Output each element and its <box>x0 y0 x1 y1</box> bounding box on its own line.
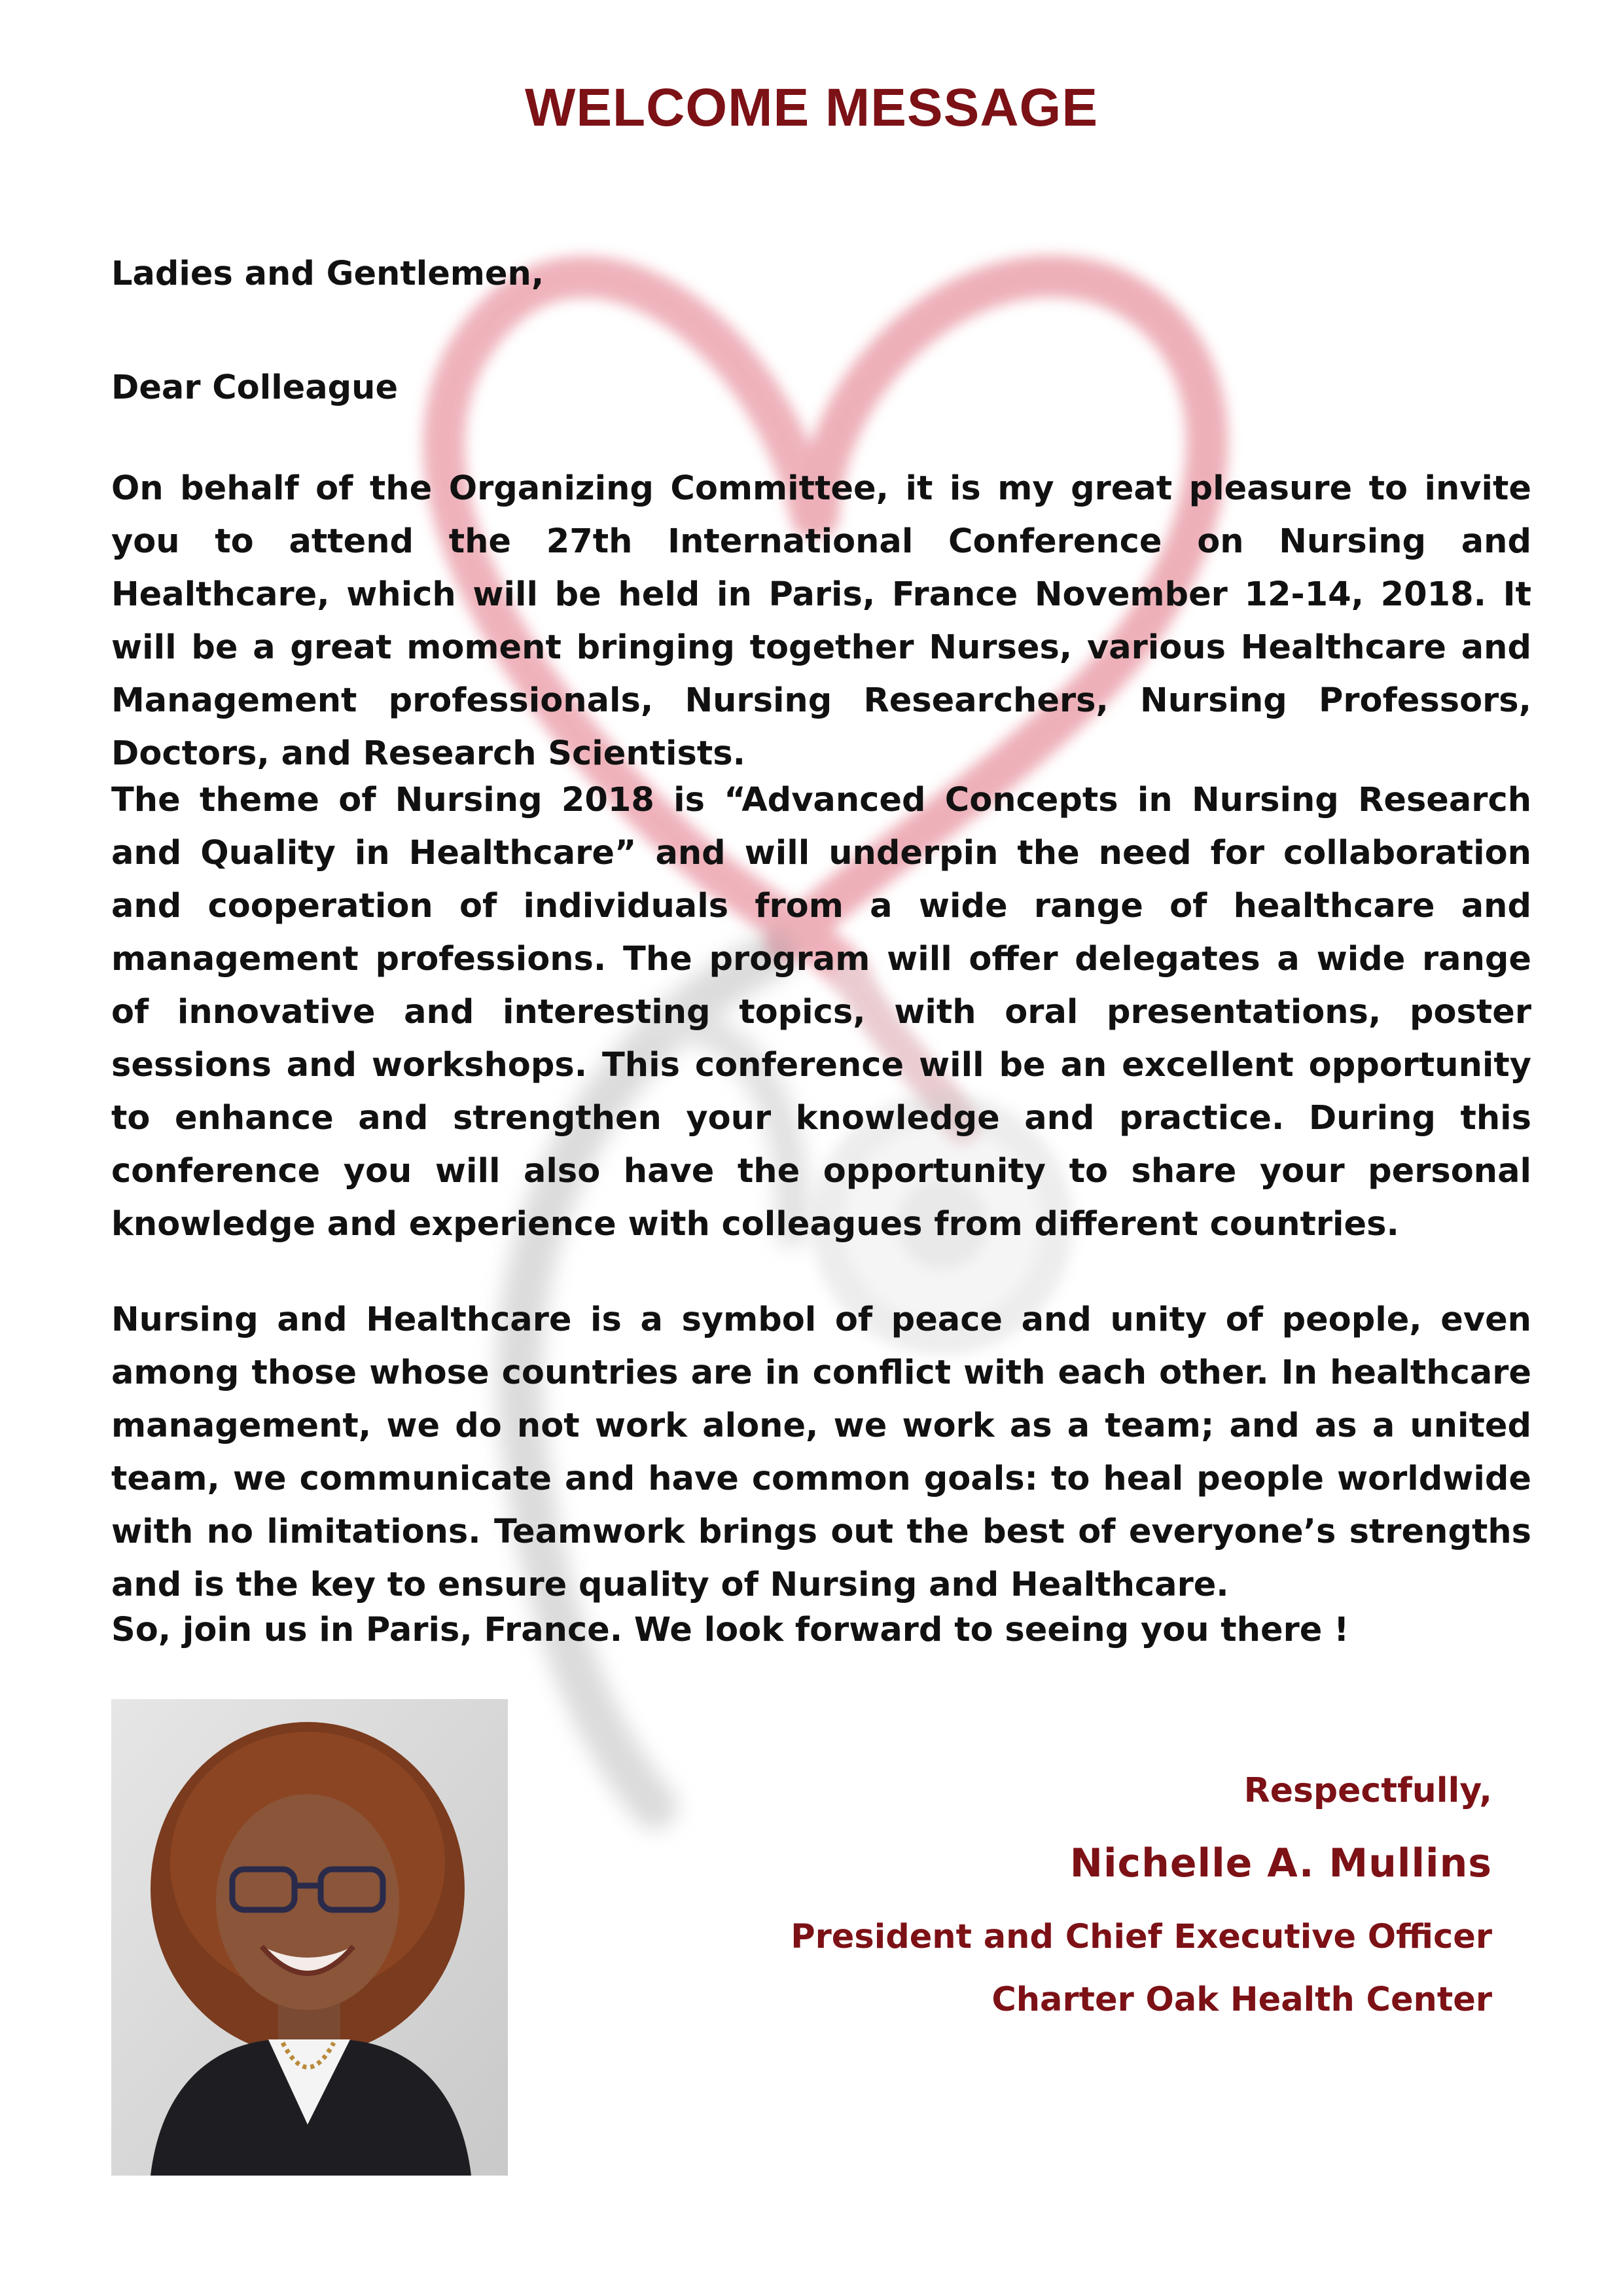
paragraph-teamwork: Nursing and Healthcare is a symbol of peace and unity of people, even among those whose countries are in conflict with each other. In healthcare management, we do not work alone, we work as a team; and as a united team, we communicate and have common goals: to heal people worldwide with no limitations. Teamwork brings out the best of everyone’s strengths and is the key to ensure quality of Nursing and Healthcare. <box>111 1300 1531 1604</box>
page-title: WELCOME MESSAGE <box>524 78 1099 137</box>
closing-line: So, join us in Paris, France. We look forward to seeing you there ! <box>111 1611 1349 1649</box>
salutation-ladies-gentlemen: Ladies and Gentlemen, <box>111 255 544 293</box>
portrait-photo <box>111 1699 508 2176</box>
signature-organization: Charter Oak Health Center <box>991 1981 1492 2019</box>
paragraph-theme: The theme of Nursing 2018 is “Advanced Concepts in Nursing Research and Quality in Healthcare” and will underpin the need for collaboration and cooperation of individuals from a wide range of healthcare and management professions. The program will offer delegates a wide range of innovative and interesting topics, with oral presentations, poster sessions and workshops. This conference will be an excellent opportunity to enhance and strengthen your knowledge and practice. During this conference you will also have the opportunity to share your personal knowledge and experience with colleagues from different countries. <box>111 781 1531 1244</box>
signature-title: President and Chief Executive Officer <box>791 1918 1492 1956</box>
salutation-dear-colleague: Dear Colleague <box>111 368 399 407</box>
signature-closing: Respectfully, <box>1243 1771 1492 1810</box>
signature-name: Nichelle A. Mullins <box>1069 1840 1492 1886</box>
paragraph-invitation: On behalf of the Organizing Committee, it is my great pleasure to invite you to attend the 27th International Conference on Nursing and Healthcare, which will be held in Paris, France November 12-14, 2018. It will be a great moment bringing together Nurses, various Healthcare and Management professionals, Nursing Researchers, Nursing Professors, Doctors, and Research Scientists. <box>111 469 1531 773</box>
